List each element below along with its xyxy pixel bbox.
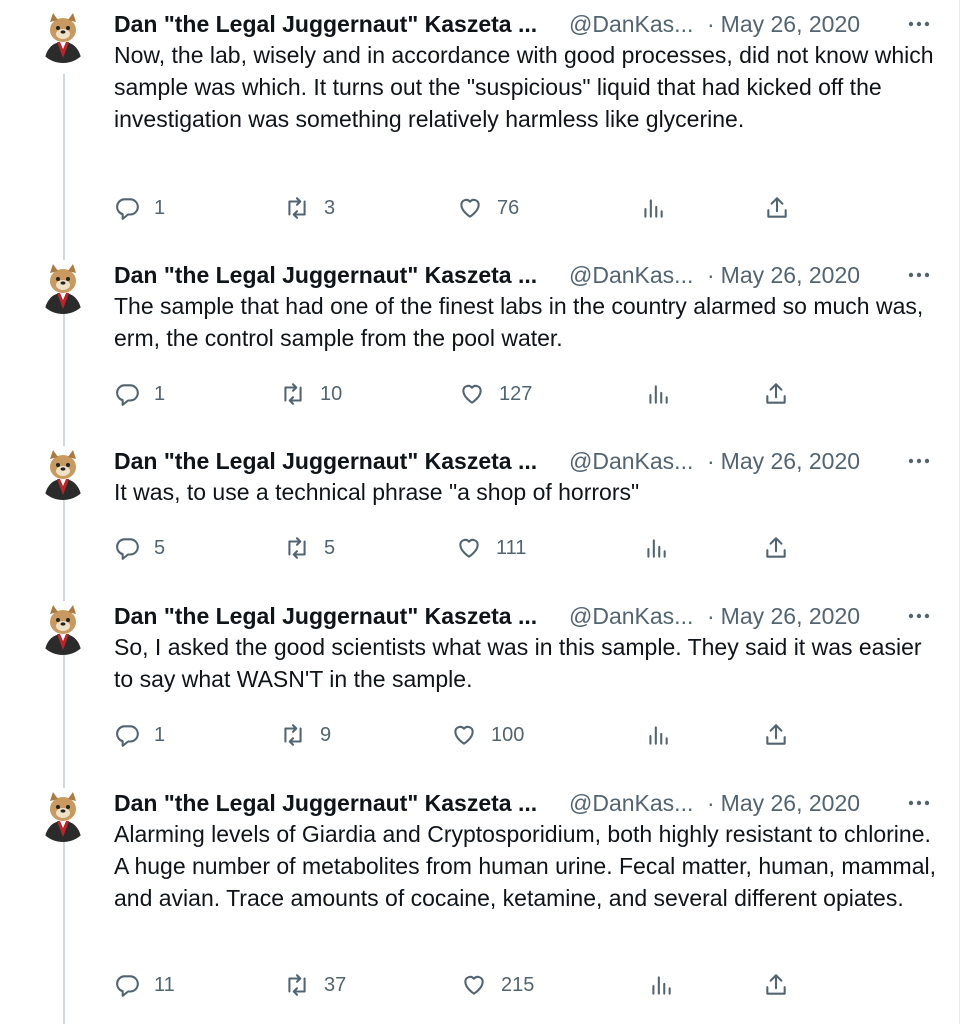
avatar[interactable] [36, 446, 90, 500]
repost-icon [284, 535, 310, 561]
views-button[interactable] [643, 531, 669, 565]
like-icon [456, 535, 482, 561]
like-count: 215 [501, 973, 535, 996]
avatar[interactable] [36, 260, 90, 314]
author-name[interactable]: Dan "the Legal Juggernaut" Kaszeta ... [114, 789, 538, 816]
like-button[interactable] [451, 718, 524, 752]
repost-count: 10 [320, 382, 343, 405]
views-icon [640, 195, 666, 221]
reply-icon [114, 381, 140, 407]
tweet-date[interactable]: May 26, 2020 [720, 447, 861, 474]
views-icon [645, 381, 671, 407]
tweet-header [114, 788, 934, 818]
like-button[interactable] [456, 531, 526, 565]
like-icon [457, 195, 483, 221]
like-icon [461, 972, 487, 998]
repost-icon [280, 381, 306, 407]
reply-count: 11 [154, 973, 175, 996]
reply-count: 5 [154, 536, 166, 559]
reply-button[interactable] [114, 968, 175, 1002]
share-button[interactable] [763, 968, 789, 1002]
tweet-text: The sample that had one of the finest labs in the country alarmed so much was, erm, the control sample from the pool water. [114, 293, 924, 351]
separator: · [707, 789, 715, 816]
author-name[interactable]: Dan "the Legal Juggernaut" Kaszeta ... [114, 447, 538, 474]
views-button[interactable] [645, 718, 671, 752]
repost-button[interactable] [284, 531, 335, 565]
tweet-date[interactable]: May 26, 2020 [720, 602, 861, 629]
more-icon[interactable] [905, 601, 933, 631]
repost-count: 3 [324, 196, 336, 219]
share-button[interactable] [764, 191, 790, 225]
more-icon[interactable] [905, 788, 933, 818]
author-name[interactable]: Dan "the Legal Juggernaut" Kaszeta ... [114, 10, 538, 37]
reply-icon [114, 535, 140, 561]
repost-icon [284, 195, 310, 221]
tweet-text: It was, to use a technical phrase "a shop of horrors" [114, 479, 640, 505]
repost-button[interactable] [280, 718, 331, 752]
share-button[interactable] [763, 718, 789, 752]
author-handle[interactable]: @DanKas... [569, 261, 694, 288]
repost-count: 37 [324, 973, 347, 996]
reply-icon [114, 722, 140, 748]
action-bar [0, 718, 960, 752]
share-icon [763, 722, 789, 748]
reply-count: 1 [154, 382, 166, 405]
avatar[interactable] [36, 9, 90, 63]
views-button[interactable] [645, 377, 671, 411]
action-bar [0, 531, 960, 565]
like-count: 100 [491, 723, 525, 746]
share-button[interactable] [763, 377, 789, 411]
repost-button[interactable] [280, 377, 342, 411]
like-count: 111 [496, 536, 527, 559]
action-bar [0, 377, 960, 411]
tweet-date[interactable]: May 26, 2020 [720, 261, 861, 288]
reply-button[interactable] [114, 718, 165, 752]
views-icon [648, 972, 674, 998]
tweet-header [114, 446, 934, 476]
tweet-date[interactable]: May 26, 2020 [720, 10, 861, 37]
action-bar [0, 968, 960, 1002]
reply-icon [114, 972, 140, 998]
share-icon [764, 195, 790, 221]
like-count: 76 [497, 196, 520, 219]
author-name[interactable]: Dan "the Legal Juggernaut" Kaszeta ... [114, 261, 538, 288]
views-icon [645, 722, 671, 748]
reply-button[interactable] [114, 531, 165, 565]
reply-button[interactable] [114, 377, 165, 411]
author-name[interactable]: Dan "the Legal Juggernaut" Kaszeta ... [114, 602, 538, 629]
reply-button[interactable] [114, 191, 165, 225]
tweet-header [114, 601, 934, 631]
views-button[interactable] [648, 968, 674, 1002]
like-button[interactable] [457, 191, 519, 225]
repost-count: 5 [324, 536, 336, 559]
more-icon[interactable] [905, 260, 933, 290]
tweet-text: So, I asked the good scientists what was in this sample. They said it was easier to say what WASN'T in the sample. [114, 634, 922, 692]
reply-icon [114, 195, 140, 221]
more-icon[interactable] [905, 9, 933, 39]
separator: · [707, 261, 715, 288]
like-count: 127 [499, 382, 533, 405]
tweet-date[interactable]: May 26, 2020 [720, 789, 861, 816]
share-icon [763, 381, 789, 407]
like-button[interactable] [461, 968, 534, 1002]
avatar[interactable] [36, 601, 90, 655]
repost-icon [284, 972, 310, 998]
action-bar [0, 191, 960, 225]
views-button[interactable] [640, 191, 666, 225]
reply-count: 1 [154, 196, 166, 219]
author-handle[interactable]: @DanKas... [569, 10, 694, 37]
views-icon [643, 535, 669, 561]
separator: · [707, 602, 715, 629]
like-icon [451, 722, 477, 748]
tweet-text: Now, the lab, wisely and in accordance with good processes, did not know which sample was which. It turns out the "suspicious" liquid that had kicked off the investigation was something relatively harmless like glycerine. [114, 42, 934, 132]
timeline-border [959, 0, 960, 1024]
author-handle[interactable]: @DanKas... [569, 447, 694, 474]
share-icon [763, 972, 789, 998]
like-button[interactable] [459, 377, 532, 411]
tweet-text: Alarming levels of Giardia and Cryptosporidium, both highly resistant to chlorine. A huge number of metabolites from human urine. Fecal matter, human, mammal, and avian. Trace amounts of cocaine, ketamine, and several different opiates. [114, 821, 936, 911]
separator: · [707, 447, 715, 474]
tweet-header [114, 9, 934, 39]
like-icon [459, 381, 485, 407]
tweet-header [114, 260, 934, 290]
author-handle[interactable]: @DanKas... [569, 789, 694, 816]
repost-button[interactable] [284, 968, 346, 1002]
repost-button[interactable] [284, 191, 335, 225]
author-handle[interactable]: @DanKas... [569, 602, 694, 629]
repost-count: 9 [320, 723, 332, 746]
share-button[interactable] [763, 531, 789, 565]
share-icon [763, 535, 789, 561]
separator: · [707, 10, 715, 37]
more-icon[interactable] [905, 446, 933, 476]
repost-icon [280, 722, 306, 748]
avatar[interactable] [36, 788, 90, 842]
reply-count: 1 [154, 723, 166, 746]
